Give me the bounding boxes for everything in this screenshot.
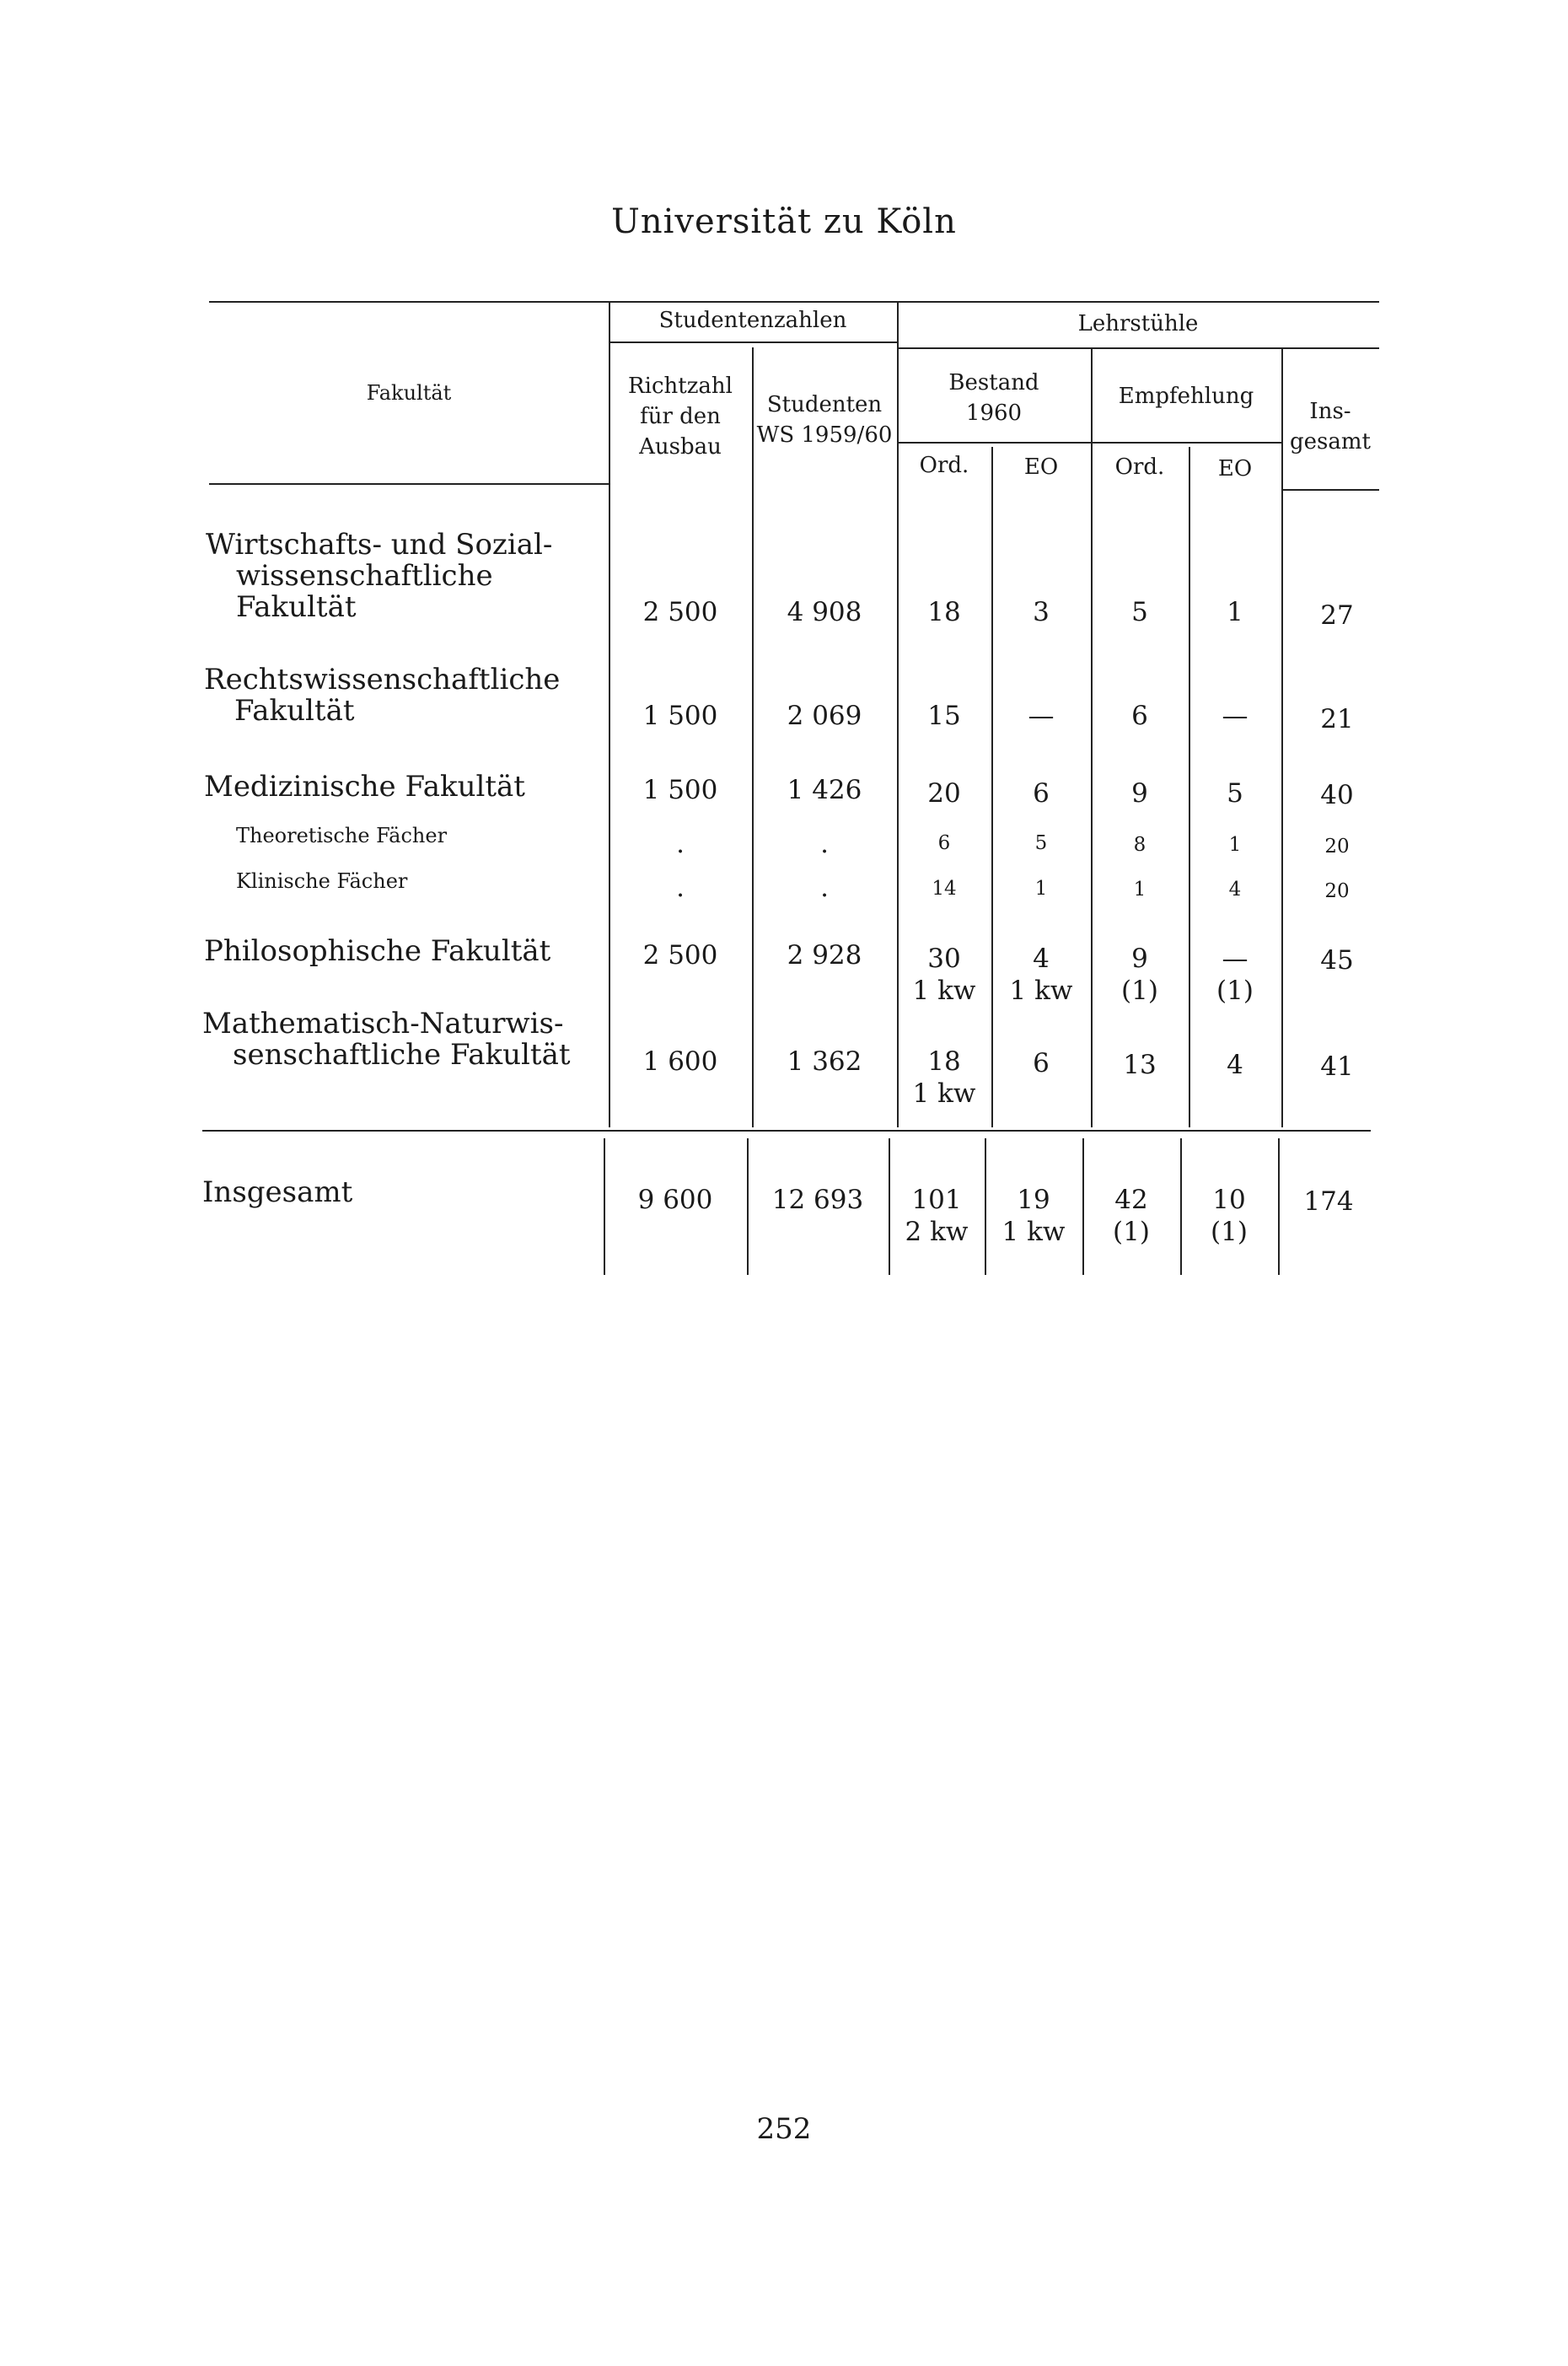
cell-klinisch-insgesamt: 20 — [1324, 880, 1350, 902]
cell-philosophie-empfehlung-eo-line-2: (1) — [1216, 976, 1254, 1006]
cell-philosophie-bestand-eo — [991, 943, 1091, 1007]
cell-total-bestand-ord-line-1: 101 — [911, 1185, 962, 1215]
header-richtzahl-line-1: Richtzahl — [628, 374, 733, 399]
header-empfehlung-eo: EO — [1217, 456, 1253, 481]
cell-philosophie-empfehlung-ord-line-2: (1) — [1121, 976, 1158, 1006]
header-studenten — [752, 390, 897, 450]
cell-klinisch-studenten: . — [820, 873, 829, 903]
cell-total-empfehlung-ord-line-1: 42 — [1114, 1185, 1148, 1215]
row-label-mathnat-line-2: senschaftliche Fakultät — [233, 1038, 571, 1072]
cell-klinisch-empfehlung-ord: 1 — [1133, 879, 1146, 901]
header-richtzahl-line-3: Ausbau — [639, 434, 722, 460]
row-label-medizin: Medizinische Fakultät — [204, 770, 525, 804]
cell-philosophie-bestand-eo-line-1: 4 — [1033, 944, 1050, 974]
row-label-mathnat — [202, 1008, 599, 1071]
cell-wiso-insgesamt: 27 — [1320, 600, 1354, 631]
row-label-wiso-line-3: Fakultät — [236, 590, 357, 624]
cell-philosophie-bestand-ord — [897, 943, 991, 1007]
header-studenten-line-1: Studenten — [766, 392, 883, 417]
header-insgesamt-line-2: gesamt — [1290, 429, 1371, 454]
cell-medizin-bestand-ord: 20 — [927, 778, 961, 809]
cell-recht-bestand-eo: — — [1028, 701, 1055, 731]
header-bottom-rule-left — [209, 483, 609, 485]
cell-wiso-empfehlung-ord: 5 — [1131, 597, 1148, 627]
header-lehrstuehle: Lehrstühle — [1077, 311, 1199, 336]
cell-medizin-bestand-eo: 6 — [1033, 778, 1050, 809]
row-label-recht-line-1: Rechtswissenschaftliche — [204, 663, 561, 696]
row-label-recht — [204, 664, 600, 727]
cell-mathnat-bestand-ord-line-1: 18 — [927, 1046, 961, 1077]
bestand-underline — [897, 442, 1091, 444]
header-empfehlung: Empfehlung — [1118, 384, 1254, 409]
cell-mathnat-studenten: 1 362 — [787, 1046, 862, 1077]
cell-total-richtzahl: 9 600 — [637, 1185, 713, 1215]
cell-philosophie-studenten: 2 928 — [787, 940, 862, 971]
cell-total-bestand-ord — [889, 1184, 985, 1248]
cell-mathnat-empfehlung-ord: 13 — [1123, 1050, 1157, 1080]
cell-wiso-empfehlung-eo: 1 — [1227, 597, 1243, 627]
cell-philosophie-empfehlung-ord-line-1: 9 — [1131, 944, 1148, 974]
studentenzahlen-underline — [609, 341, 897, 343]
cell-medizin-empfehlung-ord: 9 — [1131, 778, 1148, 809]
header-richtzahl-line-2: für den — [640, 404, 721, 429]
row-label-wiso-line-2: wissenschaftliche — [236, 559, 493, 593]
cell-philosophie-empfehlung-eo-line-1: — — [1222, 944, 1248, 974]
cell-wiso-studenten: 4 908 — [787, 597, 862, 627]
col-divider-7 — [1281, 347, 1283, 1127]
cell-medizin-insgesamt: 40 — [1320, 780, 1354, 810]
cell-total-bestand-ord-line-2: 2 kw — [905, 1217, 969, 1247]
cell-philosophie-insgesamt: 45 — [1320, 945, 1354, 976]
cell-wiso-bestand-eo: 3 — [1033, 597, 1050, 627]
cell-total-empfehlung-eo-line-2: (1) — [1211, 1217, 1248, 1247]
header-bestand — [897, 368, 1091, 428]
header-bestand-ord: Ord. — [919, 453, 969, 478]
row-label-theoretische-faecher: Theoretische Fächer — [236, 824, 448, 847]
header-fakultaet: Fakultät — [366, 381, 452, 405]
header-insgesamt — [1281, 396, 1379, 457]
row-label-recht-line-2: Fakultät — [234, 694, 355, 728]
empfehlung-underline — [1091, 442, 1283, 444]
cell-total-bestand-eo-line-1: 19 — [1017, 1185, 1050, 1215]
cell-theoretisch-insgesamt: 20 — [1324, 836, 1350, 858]
cell-total-studenten: 12 693 — [771, 1185, 864, 1215]
cell-medizin-studenten: 1 426 — [787, 775, 862, 805]
cell-mathnat-insgesamt: 41 — [1320, 1051, 1354, 1082]
row-label-insgesamt: Insgesamt — [202, 1175, 353, 1209]
cell-philosophie-bestand-eo-line-2: 1 kw — [1009, 976, 1073, 1006]
cell-total-empfehlung-ord — [1082, 1184, 1180, 1248]
cell-recht-empfehlung-ord: 6 — [1131, 701, 1148, 731]
cell-klinisch-richtzahl: . — [676, 873, 685, 903]
cell-philosophie-empfehlung-ord — [1091, 943, 1189, 1007]
cell-theoretisch-studenten: . — [820, 829, 829, 859]
cell-total-insgesamt: 174 — [1303, 1186, 1354, 1217]
body-bottom-rule — [202, 1130, 1371, 1132]
cell-wiso-richtzahl: 2 500 — [642, 597, 718, 627]
cell-mathnat-bestand-ord-line-2: 1 kw — [912, 1078, 976, 1109]
cell-philosophie-empfehlung-eo — [1189, 943, 1281, 1007]
header-studenten-line-2: WS 1959/60 — [756, 422, 893, 448]
cell-total-bestand-eo — [985, 1184, 1082, 1248]
header-insgesamt-line-1: Ins- — [1309, 399, 1351, 424]
cell-recht-richtzahl: 1 500 — [642, 701, 718, 731]
cell-klinisch-bestand-ord: 14 — [932, 878, 957, 900]
page-number: 252 — [756, 2112, 812, 2146]
cell-philosophie-bestand-ord-line-1: 30 — [927, 944, 961, 974]
table-top-rule — [209, 301, 1379, 303]
header-bestand-line-1: Bestand — [948, 370, 1039, 395]
header-bestand-eo: EO — [1023, 454, 1059, 480]
header-bestand-line-2: 1960 — [965, 401, 1023, 426]
cell-philosophie-richtzahl: 2 500 — [642, 940, 718, 971]
header-empfehlung-ord: Ord. — [1114, 454, 1165, 480]
cell-theoretisch-empfehlung-ord: 8 — [1133, 834, 1146, 856]
row-label-mathnat-line-1: Mathematisch-Naturwis- — [202, 1007, 564, 1041]
cell-mathnat-bestand-eo: 6 — [1033, 1048, 1050, 1078]
cell-recht-insgesamt: 21 — [1320, 704, 1354, 734]
cell-theoretisch-richtzahl: . — [676, 829, 685, 859]
cell-recht-bestand-ord: 15 — [927, 701, 961, 731]
cell-medizin-richtzahl: 1 500 — [642, 775, 718, 805]
header-studentenzahlen: Studentenzahlen — [658, 308, 847, 333]
cell-mathnat-empfehlung-eo: 4 — [1227, 1050, 1243, 1080]
row-label-wiso-line-1: Wirtschafts- und Sozial- — [206, 528, 553, 562]
row-label-wiso — [206, 530, 593, 623]
header-bottom-rule-right — [1281, 489, 1379, 491]
cell-mathnat-bestand-ord — [897, 1046, 991, 1110]
cell-recht-empfehlung-eo: — — [1222, 701, 1248, 731]
cell-recht-studenten: 2 069 — [787, 701, 862, 731]
cell-total-empfehlung-eo — [1180, 1184, 1278, 1248]
cell-medizin-empfehlung-eo: 5 — [1227, 778, 1243, 809]
cell-theoretisch-bestand-ord: 6 — [937, 832, 951, 854]
page-title: Universität zu Köln — [611, 202, 957, 241]
col-divider-2 — [752, 347, 754, 1127]
row-label-philosophie: Philosophische Fakultät — [204, 934, 551, 968]
cell-total-empfehlung-ord-line-2: (1) — [1113, 1217, 1150, 1247]
cell-total-empfehlung-eo-line-1: 10 — [1212, 1185, 1246, 1215]
cell-mathnat-richtzahl: 1 600 — [642, 1046, 718, 1077]
cell-theoretisch-bestand-eo: 5 — [1034, 832, 1048, 854]
cell-klinisch-empfehlung-eo: 4 — [1228, 879, 1242, 901]
row-label-klinische-faecher: Klinische Fächer — [236, 869, 408, 893]
cell-wiso-bestand-ord: 18 — [927, 597, 961, 627]
lehrstuehle-underline — [897, 347, 1379, 349]
cell-klinisch-bestand-eo: 1 — [1034, 878, 1048, 900]
cell-total-bestand-eo-line-2: 1 kw — [1001, 1217, 1066, 1247]
cell-philosophie-bestand-ord-line-2: 1 kw — [912, 976, 976, 1006]
cell-theoretisch-empfehlung-eo: 1 — [1228, 834, 1242, 856]
header-richtzahl — [609, 371, 752, 462]
